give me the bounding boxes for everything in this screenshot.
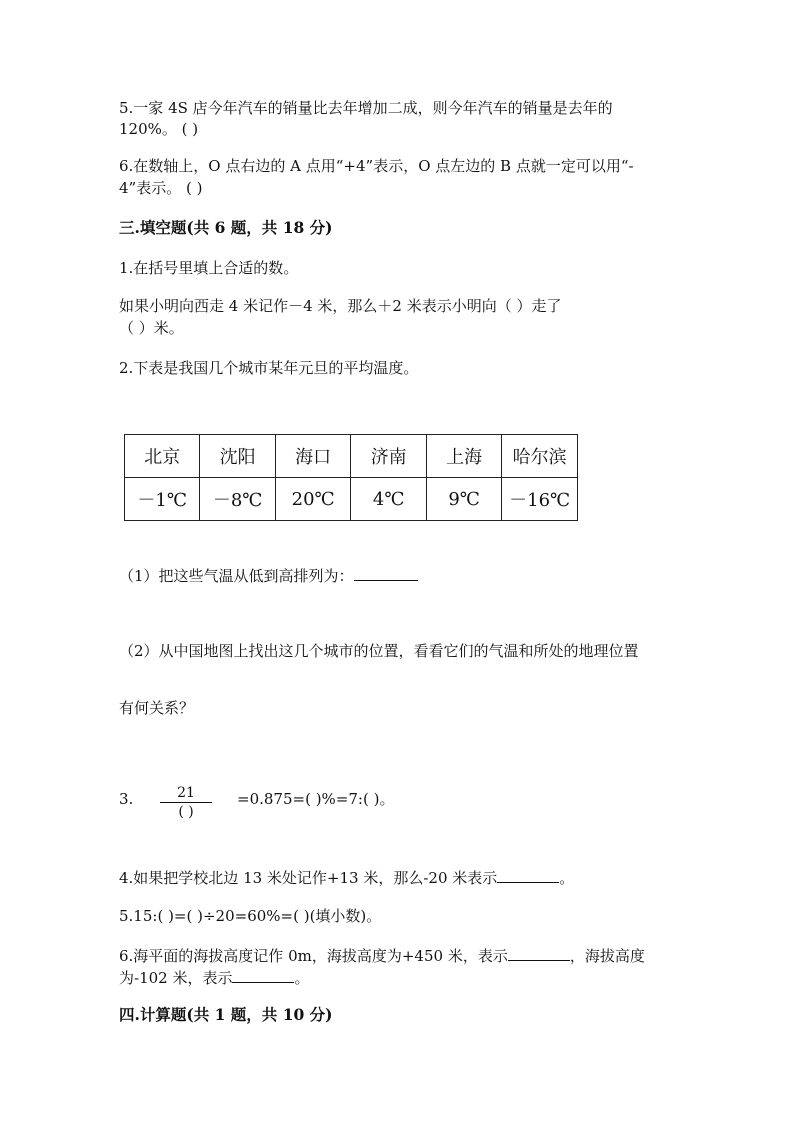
- q5-line-1: 5.一家 4S 店今年汽车的销量比去年增加二成，则今年汽车的销量是去年的: [119, 99, 613, 117]
- q6-line-2: 4”表示。 ( ): [119, 179, 203, 197]
- table-cell-city: 哈尔滨: [502, 435, 578, 478]
- table-cell-temp: 20℃: [275, 478, 351, 521]
- q5-line-2: 120%。 ( ): [119, 120, 199, 138]
- fill-q1-line-1: 如果小明向西走 4 米记作－4 米，那么＋2 米表示小明向（ ）走了: [119, 297, 562, 315]
- table-cell-temp: －1℃: [125, 478, 200, 521]
- fill-q6-line-2: [119, 967, 309, 989]
- answer-blank[interactable]: [232, 968, 294, 983]
- fill-q1-title: 1.在括号里填上合适的数。: [119, 259, 299, 277]
- fill-q3-number: 3.: [119, 790, 134, 808]
- section-3-heading: 三.填空题(共 6 题，共 18 分): [119, 218, 333, 237]
- table-cell-city: 上海: [426, 435, 501, 478]
- answer-blank[interactable]: [497, 868, 559, 883]
- section-4-heading: 四.计算题(共 1 题，共 10 分): [119, 1005, 333, 1024]
- fill-q4-end: 。: [559, 869, 575, 887]
- fill-q2-part-2: （2）从中国地图上找出这几个城市的位置，看看它们的气温和所处的地理位置: [119, 642, 639, 660]
- fill-q2-title: 2.下表是我国几个城市某年元旦的平均温度。: [119, 359, 419, 377]
- answer-blank[interactable]: [354, 566, 418, 581]
- fill-q2-part-1: [119, 565, 418, 587]
- table-cell-temp: －8℃: [200, 478, 275, 521]
- fill-q5: 5.15:( )=( )÷20=60%=( )(填小数)。: [119, 907, 382, 925]
- table-cell-temp: 9℃: [426, 478, 501, 521]
- fill-q2-part-2-cont: 有何关系？: [119, 699, 195, 717]
- temperature-table: [124, 434, 578, 521]
- table-cell-city: 海口: [275, 435, 351, 478]
- q6-line-1: 6.在数轴上，O 点右边的 A 点用“+4”表示，O 点左边的 B 点就一定可以用“-: [119, 157, 634, 175]
- fill-q6-text-1: 6.海平面的海拔高度记作 0m，海拔高度为+450 米，表示: [119, 947, 508, 965]
- table-cell-city: 北京: [125, 435, 200, 478]
- fill-q3-rest: =0.875=( )%=7:( )。: [237, 790, 395, 808]
- table-cell-temp: －16℃: [502, 478, 578, 521]
- table-row-cities: [125, 435, 578, 478]
- fill-q4: [119, 867, 574, 889]
- table-cell-city: 沈阳: [200, 435, 275, 478]
- fraction-denominator: ( ): [178, 804, 194, 820]
- table-row-temps: [125, 478, 578, 521]
- fill-q6-text-2: 为-102 米，表示: [119, 969, 233, 987]
- answer-blank[interactable]: [508, 946, 570, 961]
- fill-q6-line-1: [119, 945, 645, 967]
- fill-q1-line-2: （ ）米。: [119, 319, 184, 337]
- fill-q6-text-1-end: ，海拔高度: [569, 947, 645, 965]
- fill-q4-text: 4.如果把学校北边 13 米处记作+13 米，那么-20 米表示: [119, 869, 498, 887]
- fraction: [158, 784, 214, 821]
- fill-q6-text-2-end: 。: [294, 969, 310, 987]
- fraction-numerator: 21: [177, 785, 195, 801]
- table-cell-city: 济南: [351, 435, 426, 478]
- table-cell-temp: 4℃: [351, 478, 426, 521]
- fill-q2-part-1-text: （1）把这些气温从低到高排列为：: [119, 567, 354, 585]
